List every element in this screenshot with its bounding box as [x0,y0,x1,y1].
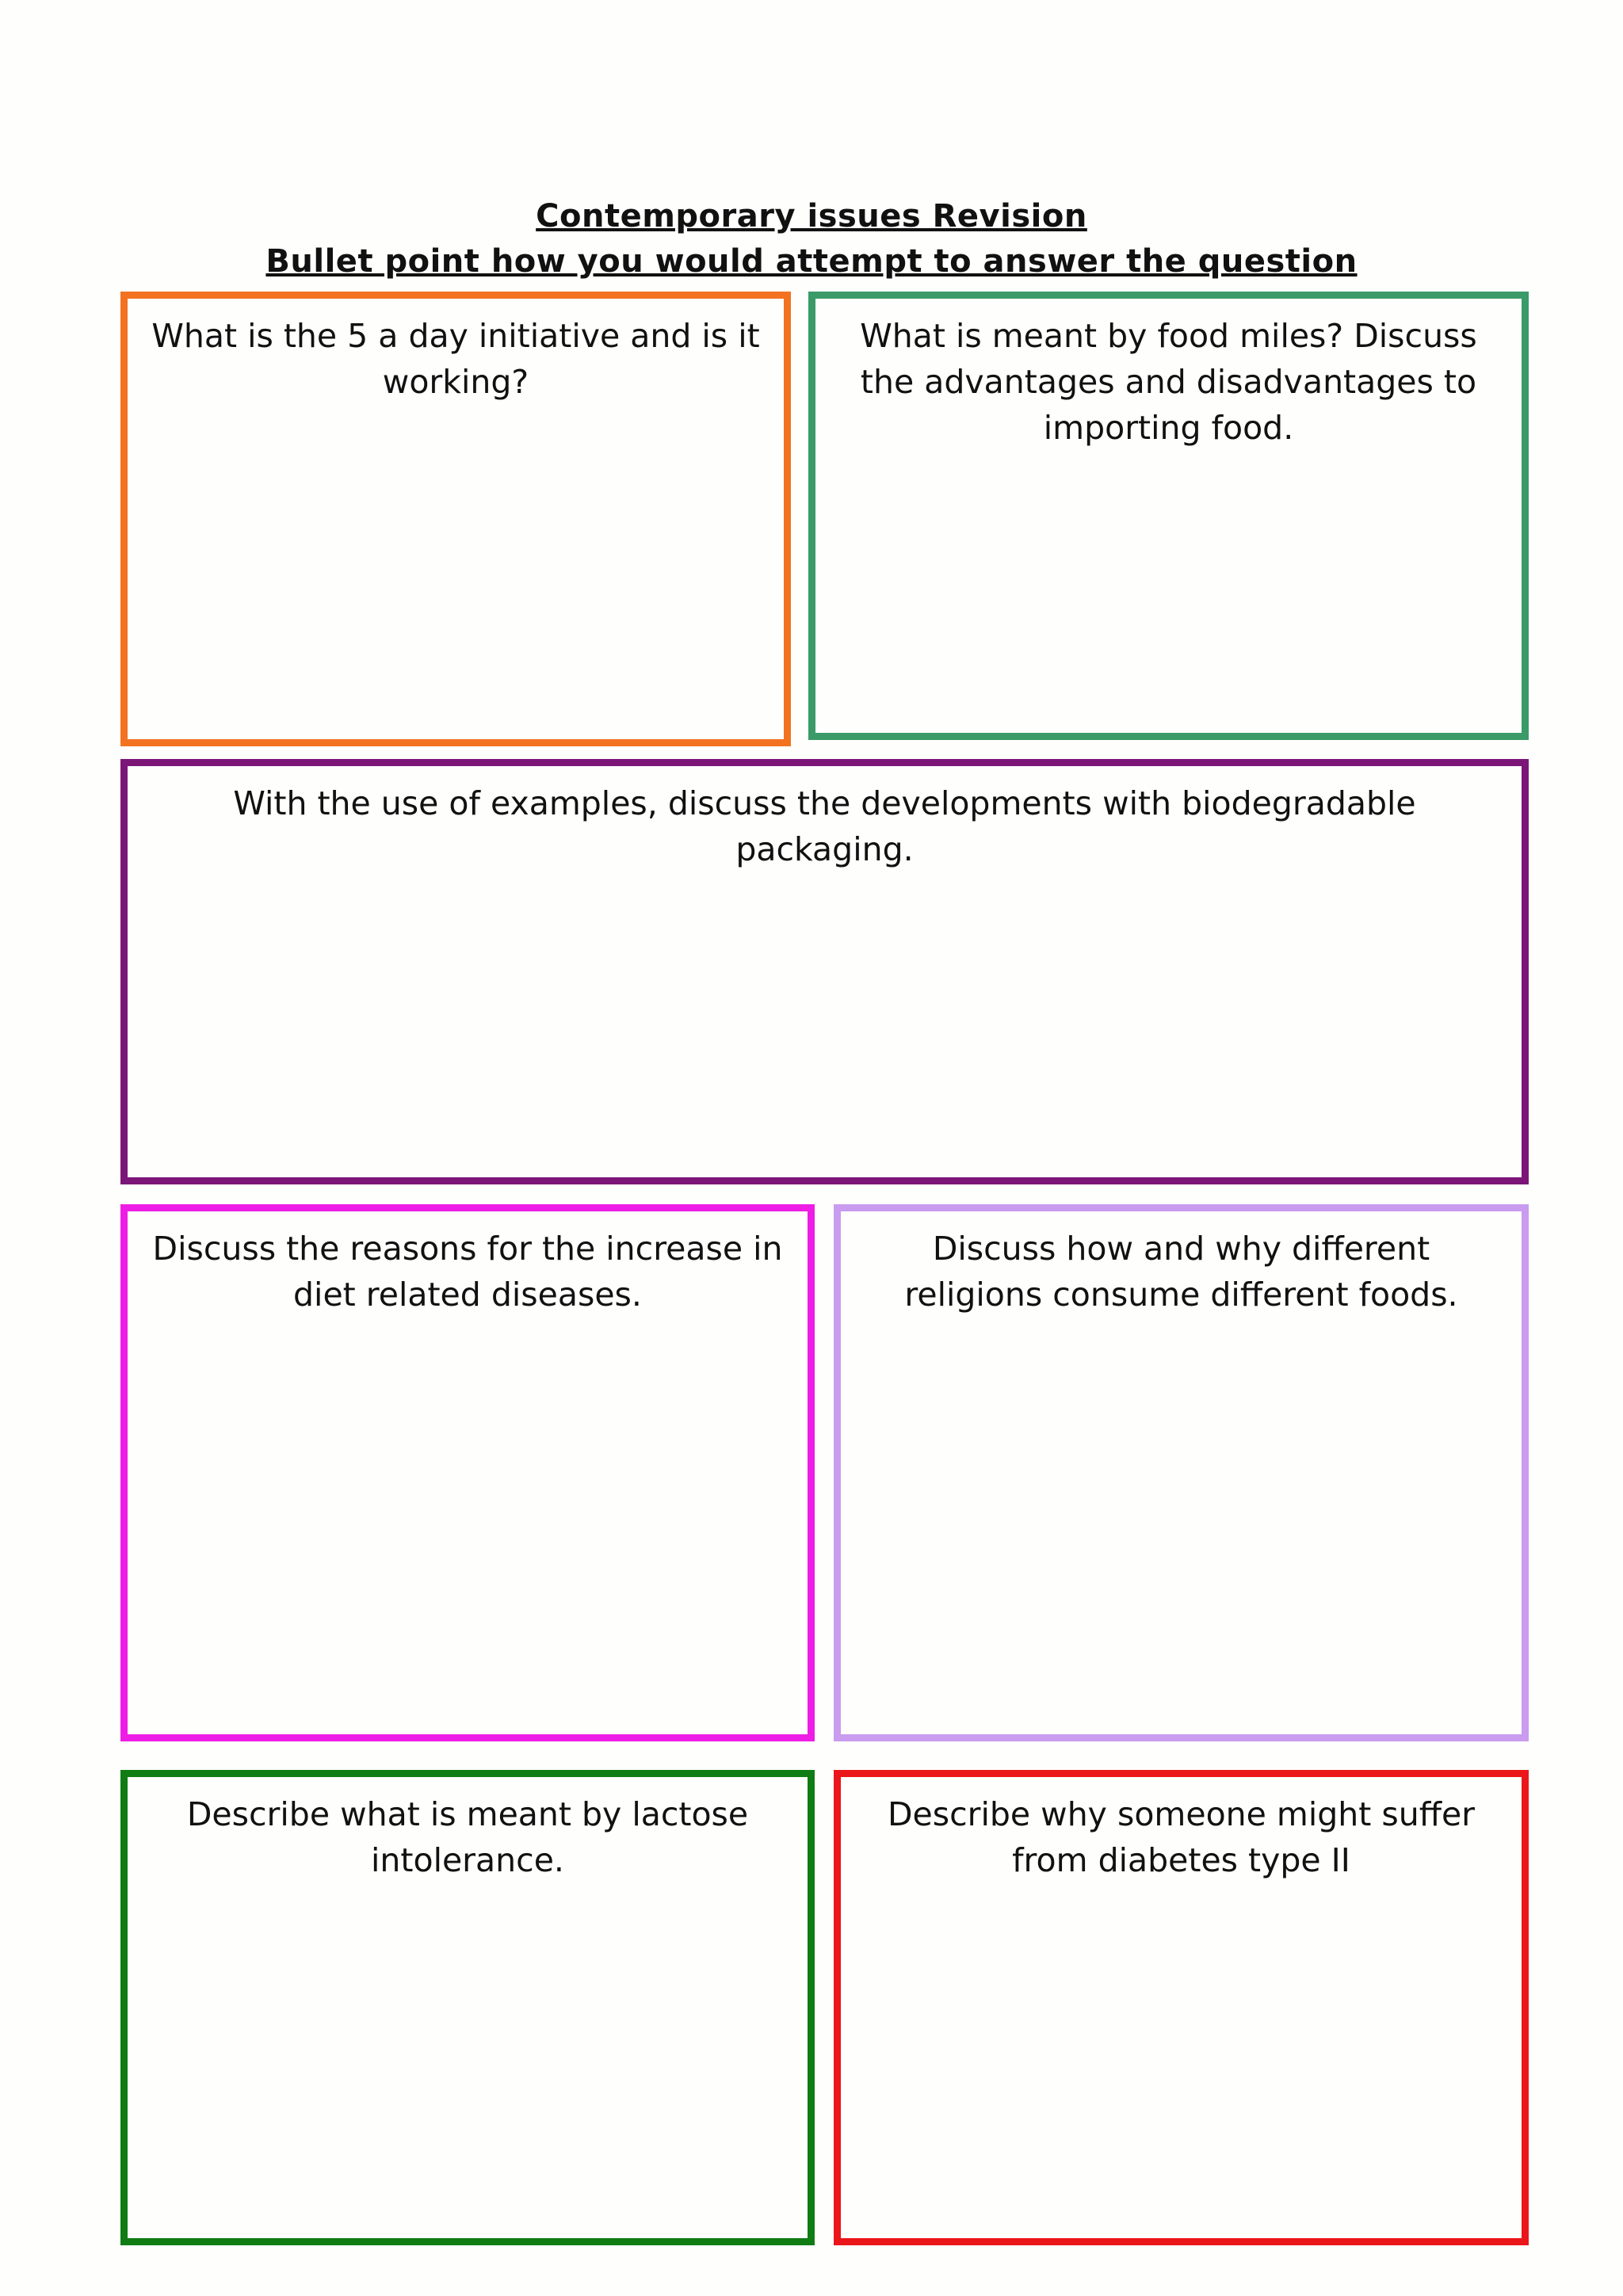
answer-box-food-miles[interactable] [808,292,1529,740]
answer-box-diet-diseases[interactable] [120,1204,815,1741]
answer-box-diabetes[interactable] [834,1770,1529,2245]
page-title: Contemporary issues Revision [536,198,1087,235]
question-diabetes: Describe why someone might suffer from diabetes type II [887,1795,1476,1879]
answer-box-5-a-day[interactable] [120,292,791,746]
question-diet-diseases: Discuss the reasons for the increase in diet related diseases. [152,1230,783,1314]
question-food-miles: What is meant by food miles? Discuss the advantages and disadvantages to importing food. [860,317,1477,447]
question-religions: Discuss how and why different religions consume different foods. [904,1230,1458,1314]
answer-box-lactose[interactable] [120,1770,815,2245]
answer-box-religions[interactable] [834,1204,1529,1741]
question-lactose: Describe what is meant by lactose intolerance. [186,1795,749,1879]
answer-box-packaging[interactable] [120,759,1529,1184]
question-packaging: With the use of examples, discuss the developments with biodegradable packaging. [233,784,1416,868]
page-subtitle: Bullet point how you would attempt to answer the question [265,243,1358,280]
question-5-a-day: What is the 5 a day initiative and is it working? [151,317,760,401]
